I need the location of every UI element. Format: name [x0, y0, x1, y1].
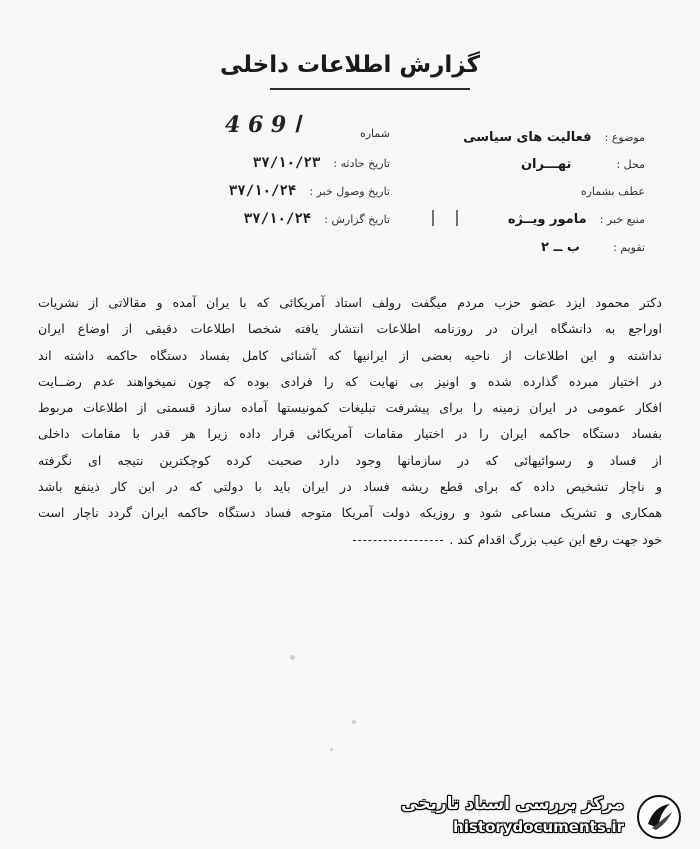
- subject-value: فعالیت های سیاسی: [463, 130, 592, 145]
- paper-speck: [290, 655, 295, 660]
- body-line: اوراجع به دانشگاه ایران در روزنامه اطلاعات انتشار یافته شخصا اطلاعات دقیقی از اوضاع ایران: [38, 321, 662, 337]
- subject-label: موضوع :: [604, 131, 645, 144]
- field-received-date: [229, 180, 390, 199]
- incident-date-value: ۳۷/۱۰/۲۳: [252, 155, 321, 171]
- report-date-label: تاریخ گزارش :: [324, 213, 390, 226]
- field-reference: [573, 180, 645, 199]
- body-line: افکار عمومی در ایران زمینه را برای پیشرفت تبلیغات کمونیستها آماده سازد قسمتی از اطلاعات مربوط: [38, 400, 662, 416]
- field-report-date: [244, 208, 390, 227]
- watermark-org-name: مرکز بررسی اسناد تاریخی: [401, 794, 624, 814]
- archive-watermark: [401, 792, 682, 842]
- reference-label: عطف بشماره: [580, 185, 645, 198]
- document-title: گزارش اطلاعات داخلی: [220, 52, 480, 78]
- body-line: در اختیار مبرده گذارده شده و اونیز بی نهایت که را فرادی بوده که چون نمیخواهند عدم رضــایت: [38, 373, 662, 389]
- body-line: نداشته و این اطلاعات از ناحیه بعضی از ایرانیها که آشنائی کامل بفساد دستگاه حاکمه داشته اند: [38, 347, 662, 363]
- body-line: همکاری و تشریک مساعی شود و روزیکه دولت آمریکا متوجه فساد دستگاه حاکمه ایران گردد ناچار است: [38, 505, 662, 521]
- source-value: مامور ویــژه: [507, 212, 587, 227]
- number-label: شماره: [359, 127, 390, 140]
- handwritten-document-number: 4 6 9 ا: [225, 112, 301, 138]
- archive-logo-icon: [636, 794, 682, 840]
- incident-date-label: تاریخ حادثه :: [333, 157, 390, 170]
- field-evaluation: [541, 236, 645, 255]
- title-underline: [270, 88, 470, 90]
- watermark-url: historydocuments.ir: [453, 818, 624, 836]
- field-incident-date: [253, 152, 390, 171]
- field-source: [508, 208, 645, 227]
- field-subject: [463, 126, 645, 145]
- paper-speck: [330, 748, 333, 751]
- report-date-value: ۳۷/۱۰/۲۴: [243, 211, 312, 227]
- report-body: [38, 290, 662, 553]
- evaluation-value: ب ــ ۲: [541, 240, 580, 255]
- body-line: دکتر محمود ایزد عضو حزب مردم میگفت رولف استاد آمریکائی که با یران آمده و مقالاتی از نشریات: [38, 295, 662, 310]
- received-date-label: تاریخ وصول خبر :: [309, 185, 390, 198]
- body-line-last: [38, 527, 662, 553]
- body-last-text: خود جهت رفع این عیب بزرگ اقدام کند .: [449, 531, 662, 547]
- end-dashes: [353, 540, 443, 541]
- field-number: [322, 122, 390, 141]
- location-label: محل :: [616, 158, 645, 171]
- location-value: تهـــران: [520, 157, 572, 172]
- received-date-value: ۳۷/۱۰/۲۴: [228, 183, 297, 199]
- evaluation-label: تقویم :: [613, 241, 645, 254]
- stamp-mark: [432, 210, 458, 226]
- field-location: [521, 153, 645, 172]
- body-line: بفساد دستگاه حاکمه ایران را در اختیار مقامات آمریکائی قرار داده زیرا هر قدر با مقامات داخلی: [38, 426, 662, 442]
- body-line: از فساد و رسوائیهائی که در سازمانها وجود دارد صحبت کرده کوچکترین نتیجه ای نگرفته: [38, 452, 662, 468]
- source-label: منبع خبر :: [599, 213, 645, 226]
- body-line: و ناچار تشخیص داده که برای قطع ریشه فساد در ایران باید با دولتی که در این کار ذینفع باشد: [38, 479, 662, 495]
- paper-speck: [352, 720, 356, 724]
